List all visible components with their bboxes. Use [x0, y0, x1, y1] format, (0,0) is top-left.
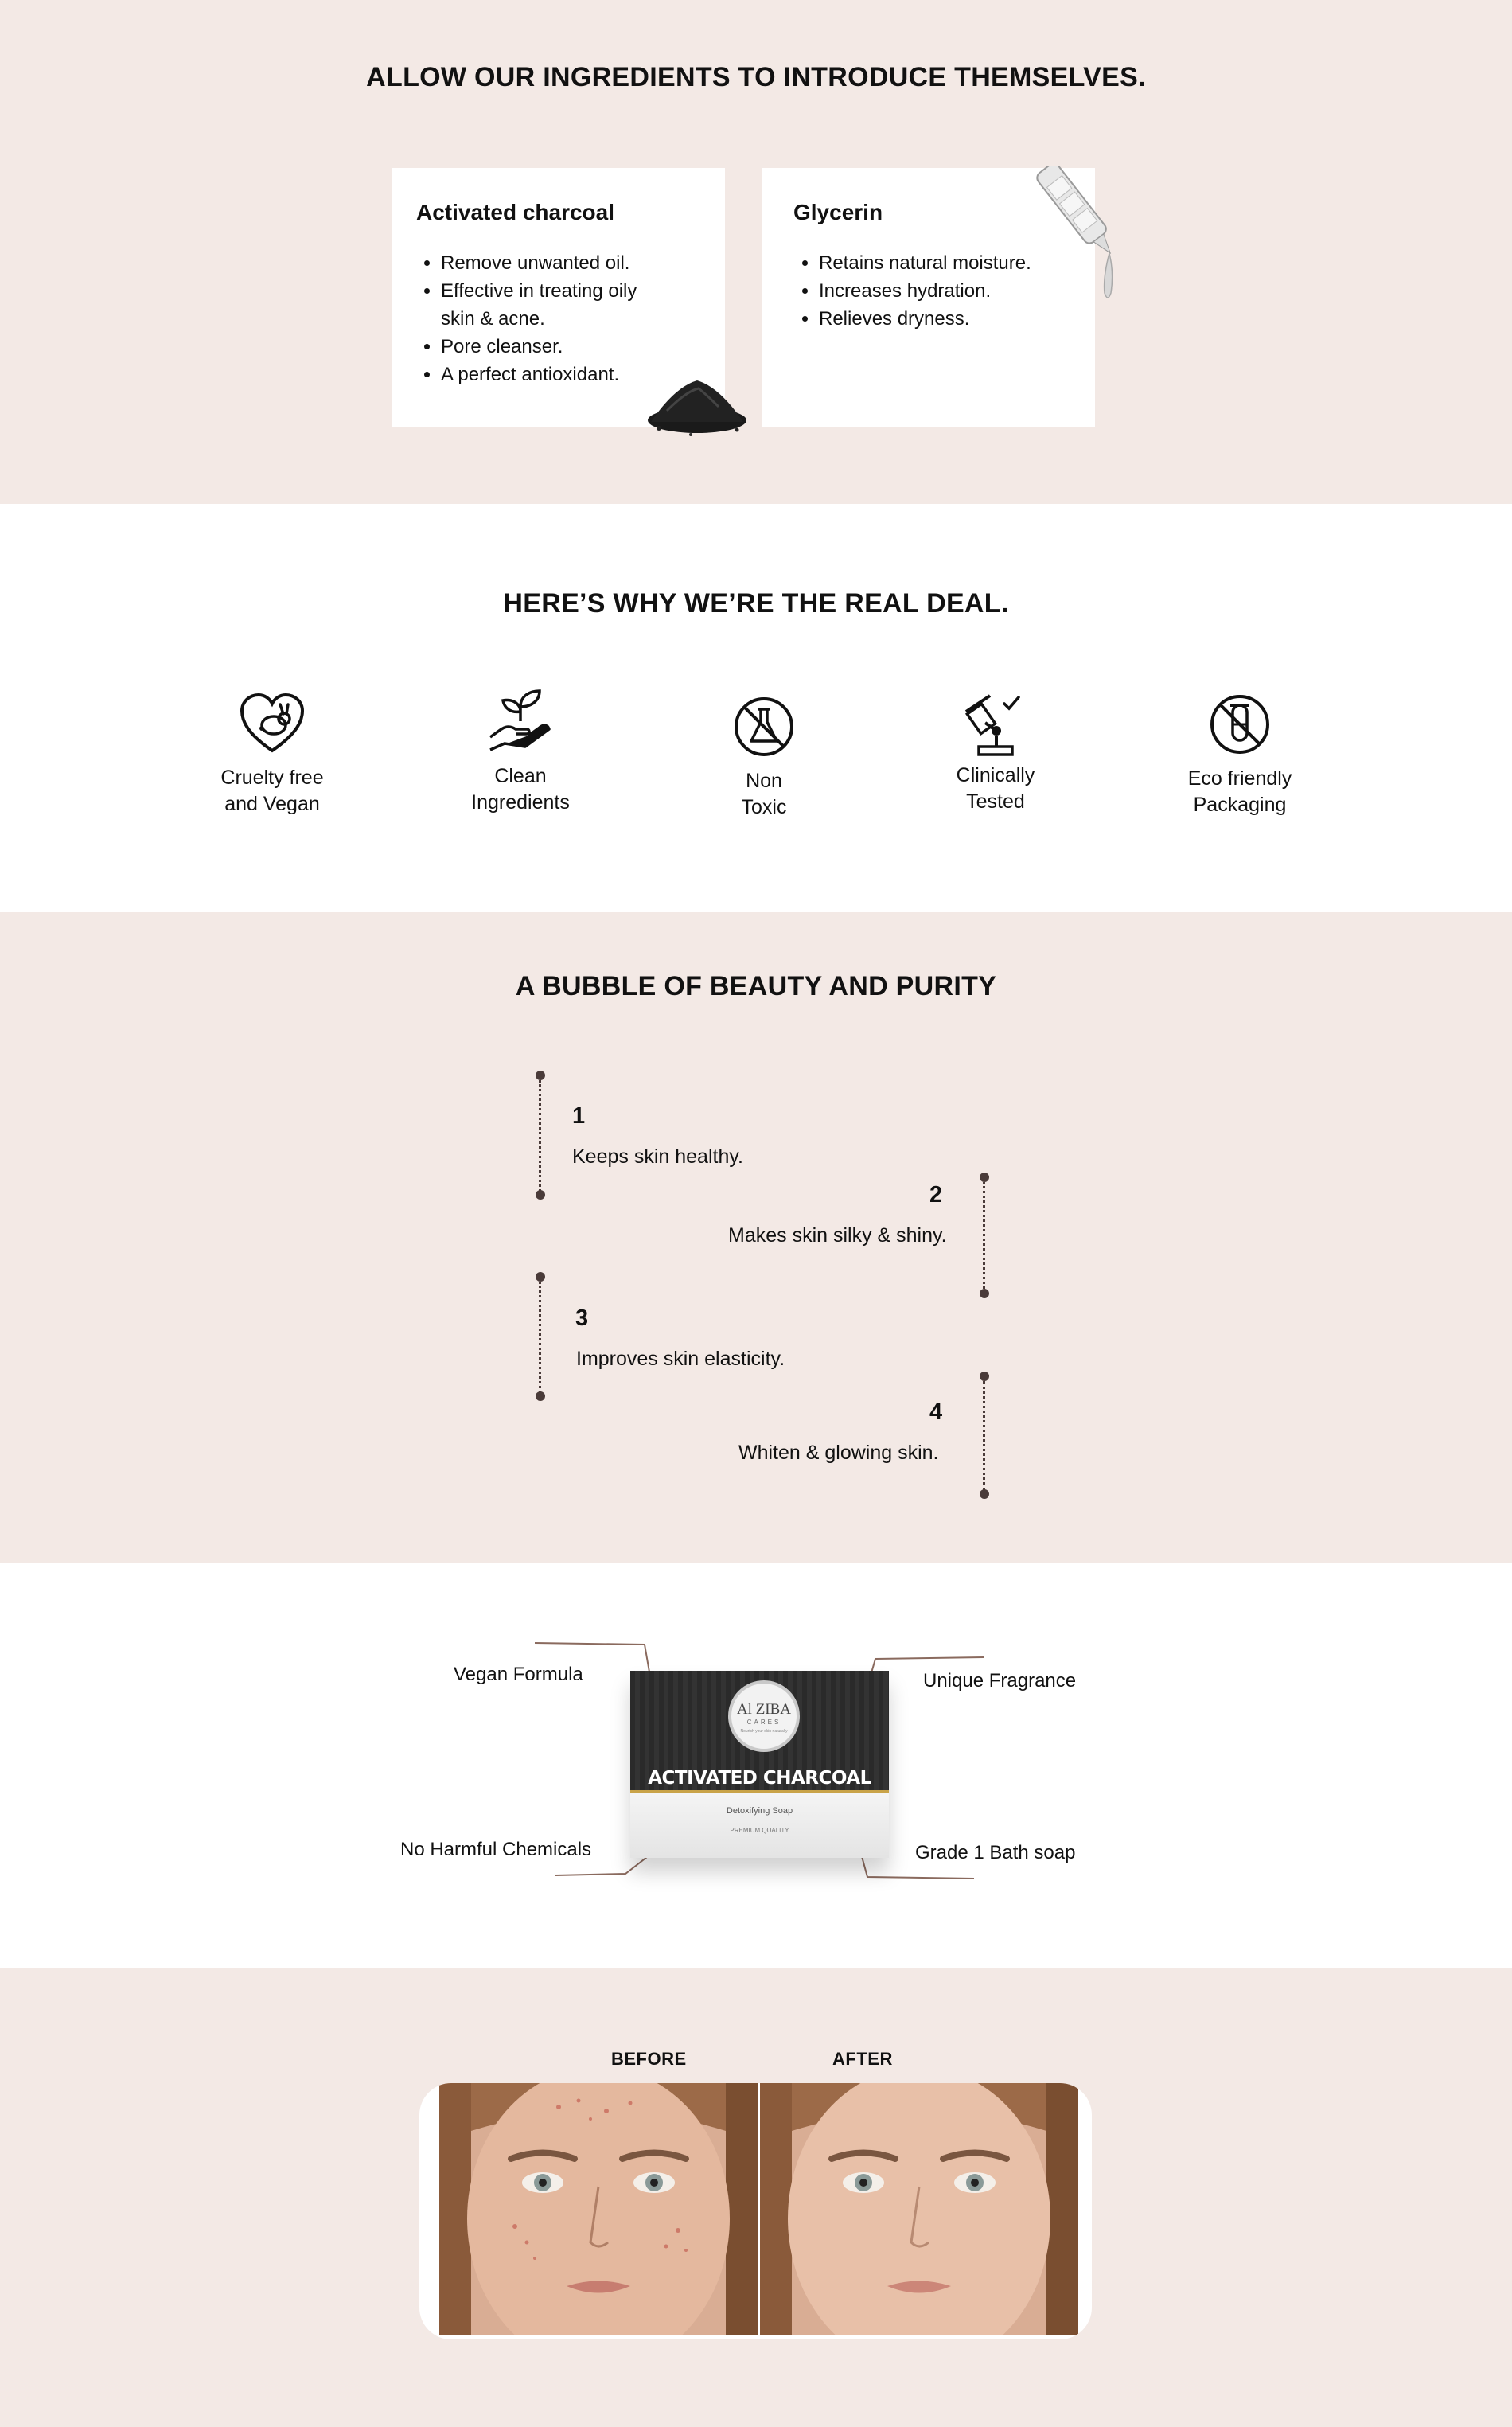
feature-label-line: Cruelty free [220, 767, 324, 789]
timeline-dot [980, 1372, 989, 1381]
ingredients-section [0, 0, 1512, 504]
list-item: • Effective in treating oily skin & acne. [441, 277, 672, 333]
feature-label-line: Eco friendly [1187, 767, 1292, 790]
brand-seal [728, 1680, 800, 1752]
list-item: • A perfect antioxidant. [441, 361, 672, 388]
feature-label-line: and Vegan [224, 793, 320, 815]
timeline-dot [980, 1289, 989, 1298]
list-item: • Pore cleanser. [441, 333, 672, 361]
label-no-harmful-chemicals: No Harmful Chemicals [400, 1839, 592, 1860]
after-face-image [760, 2083, 1078, 2335]
feature-label-line: Non [746, 770, 782, 792]
hand-leaf-icon [487, 688, 554, 755]
step-number-1: 1 [572, 1103, 586, 1129]
feature-label [672, 768, 855, 821]
step-number-2: 2 [929, 1182, 943, 1208]
feature-clinically-tested [904, 689, 1087, 815]
comparison-frame [419, 2083, 1092, 2339]
feature-label-line: Ingredients [471, 791, 570, 814]
product-section [0, 1563, 1512, 1968]
feature-cruelty-free [181, 692, 364, 817]
soap-box [630, 1671, 889, 1858]
timeline-line [983, 1182, 985, 1289]
timeline-dot [536, 1071, 545, 1080]
feature-label-line: Clean [494, 765, 547, 787]
brand-tagline: Nourish your skin naturally [740, 1729, 788, 1734]
step-text-2: Makes skin silky & shiny. [728, 1224, 947, 1247]
ingredients-heading: ALLOW OUR INGREDIENTS TO INTRODUCE THEMSELVES. [366, 62, 1146, 92]
feature-label [429, 763, 612, 816]
step-number-3: 3 [575, 1305, 589, 1331]
step-text-4: Whiten & glowing skin. [738, 1442, 939, 1464]
timeline-line [539, 1282, 541, 1393]
feature-label-line: Toxic [741, 796, 787, 818]
bubble-section [0, 912, 1512, 1563]
brand-name: Al ZIBA [736, 1701, 792, 1718]
timeline-dot [536, 1272, 545, 1282]
feature-non-toxic [672, 695, 855, 821]
before-label: BEFORE [611, 2049, 687, 2069]
label-vegan-formula: Vegan Formula [454, 1664, 583, 1685]
timeline-line [539, 1080, 541, 1192]
timeline-dot [980, 1173, 989, 1182]
soap-box-bottom [630, 1793, 889, 1858]
timeline-dot [536, 1190, 545, 1200]
glycerin-dropper-image [1035, 166, 1126, 305]
list-item: • Remove unwanted oil. [441, 249, 672, 277]
feature-clean-ingredients [429, 688, 612, 816]
no-flask-icon [732, 695, 796, 759]
features-section [0, 504, 1512, 912]
feature-label [1148, 766, 1331, 818]
product-name: ACTIVATED CHARCOAL [648, 1768, 871, 1789]
product-quality: PREMIUM QUALITY [730, 1827, 789, 1834]
list-item: • Retains natural moisture. [819, 249, 1081, 277]
label-unique-fragrance: Unique Fragrance [923, 1670, 1077, 1691]
glycerin-card-title: Glycerin [793, 200, 883, 224]
charcoal-powder-image [643, 371, 750, 439]
bubble-heading: A BUBBLE OF BEAUTY AND PURITY [515, 971, 997, 1001]
feature-label-line: Clinically [956, 764, 1035, 786]
label-grade-bath-soap: Grade 1 Bath soap [915, 1842, 1076, 1863]
timeline-line [983, 1381, 985, 1491]
list-item: • Relieves dryness. [819, 305, 1081, 333]
timeline-dot [980, 1489, 989, 1499]
before-after-section [0, 1968, 1512, 2427]
brand-sub: CARES [746, 1719, 781, 1726]
feature-eco-friendly [1148, 693, 1331, 818]
no-tube-icon [1208, 693, 1272, 756]
before-face-image [439, 2083, 758, 2335]
features-heading: HERE’S WHY WE’RE THE REAL DEAL. [503, 588, 1009, 618]
charcoal-card-list [415, 249, 672, 388]
microscope-check-icon [960, 689, 1031, 759]
step-text-3: Improves skin elasticity. [576, 1348, 785, 1370]
feature-label-line: Packaging [1193, 794, 1287, 816]
list-item: • Increases hydration. [819, 277, 1081, 305]
product-subtitle: Detoxifying Soap [726, 1806, 793, 1816]
step-number-4: 4 [929, 1399, 943, 1425]
feature-label [181, 765, 364, 817]
step-text-1: Keeps skin healthy. [572, 1145, 743, 1168]
after-label: AFTER [832, 2049, 893, 2069]
feature-label-line: Tested [966, 790, 1025, 813]
heart-rabbit-icon [239, 692, 306, 755]
charcoal-card-title: Activated charcoal [416, 200, 614, 224]
feature-label [904, 763, 1087, 815]
timeline-dot [536, 1391, 545, 1401]
